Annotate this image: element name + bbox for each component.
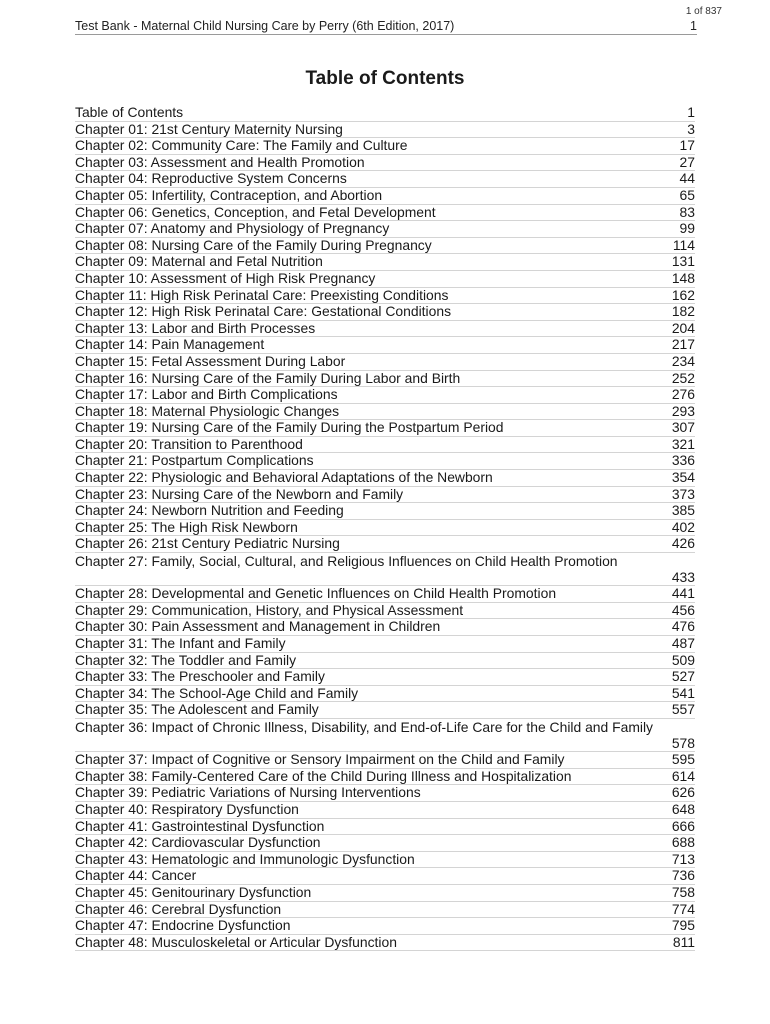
toc-entry[interactable] <box>75 221 695 238</box>
toc-entry-page: 476 <box>671 618 695 635</box>
page-counter: 1 of 837 <box>685 6 722 17</box>
toc-entry[interactable] <box>75 453 695 470</box>
toc-entry-title: Chapter 15: Fetal Assessment During Labor <box>75 352 346 369</box>
toc-entry[interactable] <box>75 868 695 885</box>
toc-entry-title: Table of Contents <box>75 104 184 120</box>
toc-entry-title: Chapter 08: Nursing Care of the Family During Pregnancy <box>75 236 432 253</box>
toc-entry-page: 426 <box>671 535 695 552</box>
toc-entry[interactable] <box>75 536 695 553</box>
toc-entry-page: 557 <box>671 701 695 718</box>
toc-entry-title: Chapter 19: Nursing Care of the Family During the Postpartum Period <box>75 419 504 436</box>
toc-entry[interactable] <box>75 802 695 819</box>
toc-entry-page: 758 <box>671 883 695 900</box>
toc-entry-title: Chapter 28: Developmental and Genetic Influences on Child Health Promotion <box>75 585 557 602</box>
toc-entry-page: 17 <box>679 137 695 154</box>
toc-entry-title: Chapter 45: Genitourinary Dysfunction <box>75 883 312 900</box>
toc-entry[interactable] <box>75 470 695 487</box>
toc-entry[interactable] <box>75 918 695 935</box>
toc-entry-page: 354 <box>671 469 695 486</box>
toc-entry-title: Chapter 14: Pain Management <box>75 336 265 353</box>
toc-entry-page: 614 <box>671 767 695 784</box>
toc-entry-page: 402 <box>671 518 695 535</box>
toc-entry-title: Chapter 16: Nursing Care of the Family During Labor and Birth <box>75 369 461 386</box>
running-header <box>75 19 697 35</box>
toc-entry-title: Chapter 32: The Toddler and Family <box>75 651 297 668</box>
toc-entry-page: 509 <box>671 651 695 668</box>
toc-entry-title: Chapter 09: Maternal and Fetal Nutrition <box>75 253 323 270</box>
toc-entry-page: 65 <box>679 186 695 203</box>
toc-entry[interactable] <box>75 619 695 636</box>
toc-entry-page: 441 <box>671 585 695 602</box>
toc-entry-page: 811 <box>672 933 695 950</box>
toc-entry-page: 541 <box>671 684 695 701</box>
toc-entry-title: Chapter 01: 21st Century Maternity Nursing <box>75 120 343 137</box>
toc-entry-title: Chapter 48: Musculoskeletal or Articular Dysfunction <box>75 933 397 950</box>
toc-entry-page: 736 <box>671 867 695 884</box>
toc-entry[interactable] <box>75 586 695 603</box>
toc-entry-title: Chapter 43: Hematologic and Immunologic Dysfunction <box>75 850 415 867</box>
toc-entry[interactable] <box>75 752 695 769</box>
toc-entry-page: 713 <box>671 850 695 867</box>
toc-entry-title: Chapter 20: Transition to Parenthood <box>75 435 303 452</box>
toc-entry-page: 336 <box>671 452 695 469</box>
toc-entry[interactable] <box>75 188 695 205</box>
toc-entry[interactable] <box>75 288 695 305</box>
toc-entry-title: Chapter 23: Nursing Care of the Newborn and Family <box>75 485 404 502</box>
toc-entry-page: 666 <box>671 817 695 834</box>
toc-entry-page: 27 <box>679 153 695 170</box>
toc-entry[interactable] <box>75 553 695 586</box>
toc-entry-title: Chapter 42: Cardiovascular Dysfunction <box>75 834 321 851</box>
toc-entry-title: Chapter 18: Maternal Physiologic Changes <box>75 402 340 419</box>
toc-entry-title: Chapter 03: Assessment and Health Promotion <box>75 153 365 170</box>
toc-entry-title: Chapter 22: Physiologic and Behavioral Adaptations of the Newborn <box>75 469 493 486</box>
page-title: Table of Contents <box>305 68 465 89</box>
toc-entry-title: Chapter 12: High Risk Perinatal Care: Gestational Conditions <box>75 303 452 320</box>
table-of-contents <box>75 105 695 951</box>
toc-entry-page: 385 <box>671 502 695 519</box>
toc-entry-title: Chapter 27: Family, Social, Cultural, and Religious Influences on Child Health Promotion <box>75 553 618 570</box>
toc-entry-title: Chapter 44: Cancer <box>75 867 197 884</box>
toc-entry-page: 114 <box>672 236 695 253</box>
toc-entry-page: 774 <box>671 900 695 917</box>
toc-entry[interactable] <box>75 702 695 719</box>
toc-entry-title: Chapter 47: Endocrine Dysfunction <box>75 917 291 934</box>
toc-entry[interactable] <box>75 205 695 222</box>
toc-entry[interactable] <box>75 636 695 653</box>
toc-entry[interactable] <box>75 835 695 852</box>
toc-entry-page: 131 <box>671 253 695 270</box>
toc-entry[interactable] <box>75 337 695 354</box>
document-title: Test Bank - Maternal Child Nursing Care by Perry (6th Edition, 2017) <box>75 19 455 33</box>
toc-entry-page: 234 <box>671 352 695 369</box>
toc-entry-title: Chapter 33: The Preschooler and Family <box>75 668 325 685</box>
toc-entry[interactable] <box>75 155 695 172</box>
toc-entry-title: Chapter 10: Assessment of High Risk Pregnancy <box>75 269 376 286</box>
toc-entry-title: Chapter 40: Respiratory Dysfunction <box>75 800 299 817</box>
header-page-number: 1 <box>690 19 697 33</box>
toc-entry-title: Chapter 26: 21st Century Pediatric Nursing <box>75 535 340 552</box>
toc-entry-page: 162 <box>671 286 695 303</box>
toc-entry-title: Chapter 29: Communication, History, and Physical Assessment <box>75 601 464 618</box>
toc-entry-page: 276 <box>671 386 695 403</box>
toc-entry-page: 182 <box>671 303 695 320</box>
toc-entry[interactable] <box>75 254 695 271</box>
toc-entry-page: 1 <box>687 104 695 120</box>
toc-entry[interactable] <box>75 304 695 321</box>
toc-entry-page: 252 <box>671 369 695 386</box>
toc-entry-title: Chapter 04: Reproductive System Concerns <box>75 170 347 187</box>
toc-entry[interactable] <box>75 935 695 952</box>
toc-entry-page: 99 <box>679 220 695 237</box>
toc-entry-page: 44 <box>679 170 695 187</box>
toc-entry[interactable] <box>75 852 695 869</box>
toc-entry[interactable] <box>75 122 695 139</box>
toc-entry-page: 795 <box>671 917 695 934</box>
toc-entry-page: 578 <box>671 734 695 751</box>
toc-entry-title: Chapter 02: Community Care: The Family and Culture <box>75 137 408 154</box>
toc-entry[interactable] <box>75 404 695 421</box>
toc-entry[interactable] <box>75 387 695 404</box>
toc-entry-title: Chapter 21: Postpartum Complications <box>75 452 314 469</box>
toc-entry[interactable] <box>75 719 695 752</box>
toc-entry-title: Chapter 34: The School-Age Child and Family <box>75 684 359 701</box>
toc-entry[interactable] <box>75 769 695 786</box>
toc-entry-title: Chapter 41: Gastrointestinal Dysfunction <box>75 817 325 834</box>
toc-entry-title: Chapter 24: Newborn Nutrition and Feeding <box>75 502 344 519</box>
toc-entry[interactable] <box>75 271 695 288</box>
toc-entry-title: Chapter 11: High Risk Perinatal Care: Preexisting Conditions <box>75 286 449 303</box>
toc-entry-page: 148 <box>671 269 695 286</box>
toc-entry-page: 626 <box>671 784 695 801</box>
toc-entry-page: 321 <box>671 435 695 452</box>
toc-entry-title: Chapter 37: Impact of Cognitive or Sensory Impairment on the Child and Family <box>75 751 565 768</box>
toc-entry-page: 456 <box>671 601 695 618</box>
toc-entry-title: Chapter 13: Labor and Birth Processes <box>75 319 316 336</box>
toc-entry-page: 433 <box>671 568 695 585</box>
toc-entry[interactable] <box>75 902 695 919</box>
toc-entry[interactable] <box>75 669 695 686</box>
toc-entry-page: 3 <box>687 120 695 137</box>
toc-entry-title: Chapter 30: Pain Assessment and Management in Children <box>75 618 441 635</box>
toc-entry-page: 293 <box>671 402 695 419</box>
toc-entry-page: 204 <box>671 319 695 336</box>
toc-entry-page: 307 <box>671 419 695 436</box>
toc-entry[interactable] <box>75 105 695 122</box>
toc-entry-title: Chapter 39: Pediatric Variations of Nursing Interventions <box>75 784 421 801</box>
toc-entry-page: 487 <box>671 635 695 651</box>
toc-entry[interactable] <box>75 603 695 620</box>
toc-entry[interactable] <box>75 138 695 155</box>
toc-entry[interactable] <box>75 238 695 255</box>
toc-entry[interactable] <box>75 819 695 836</box>
toc-entry-page: 83 <box>679 203 695 220</box>
toc-entry-title: Chapter 46: Cerebral Dysfunction <box>75 900 282 917</box>
toc-entry[interactable] <box>75 371 695 388</box>
toc-entry[interactable] <box>75 785 695 802</box>
toc-entry[interactable] <box>75 487 695 504</box>
toc-entry[interactable] <box>75 171 695 188</box>
toc-entry[interactable] <box>75 321 695 338</box>
toc-entry-title: Chapter 25: The High Risk Newborn <box>75 518 298 535</box>
toc-entry-page: 595 <box>671 751 695 768</box>
toc-entry-title: Chapter 36: Impact of Chronic Illness, Disability, and End-of-Life Care for the Child and Family <box>75 718 654 735</box>
toc-entry-page: 688 <box>671 834 695 851</box>
toc-entry-title: Chapter 07: Anatomy and Physiology of Pregnancy <box>75 220 390 237</box>
toc-entry-title: Chapter 05: Infertility, Contraception, and Abortion <box>75 186 383 203</box>
toc-entry-page: 648 <box>671 800 695 817</box>
toc-entry-title: Chapter 35: The Adolescent and Family <box>75 701 319 718</box>
toc-entry[interactable] <box>75 420 695 437</box>
toc-entry-page: 373 <box>671 485 695 502</box>
toc-entry[interactable] <box>75 686 695 703</box>
toc-entry[interactable] <box>75 653 695 670</box>
toc-entry[interactable] <box>75 354 695 371</box>
toc-entry-title: Chapter 17: Labor and Birth Complications <box>75 386 338 403</box>
toc-entry-title: Chapter 38: Family-Centered Care of the Child During Illness and Hospitalization <box>75 767 572 784</box>
toc-entry-page: 217 <box>671 336 695 353</box>
toc-entry-title: Chapter 31: The Infant and Family <box>75 635 286 651</box>
toc-entry-title: Chapter 06: Genetics, Conception, and Fetal Development <box>75 203 436 220</box>
toc-entry[interactable] <box>75 503 695 520</box>
toc-entry-page: 527 <box>671 668 695 685</box>
toc-entry[interactable] <box>75 520 695 537</box>
toc-entry[interactable] <box>75 437 695 454</box>
toc-entry[interactable] <box>75 885 695 902</box>
